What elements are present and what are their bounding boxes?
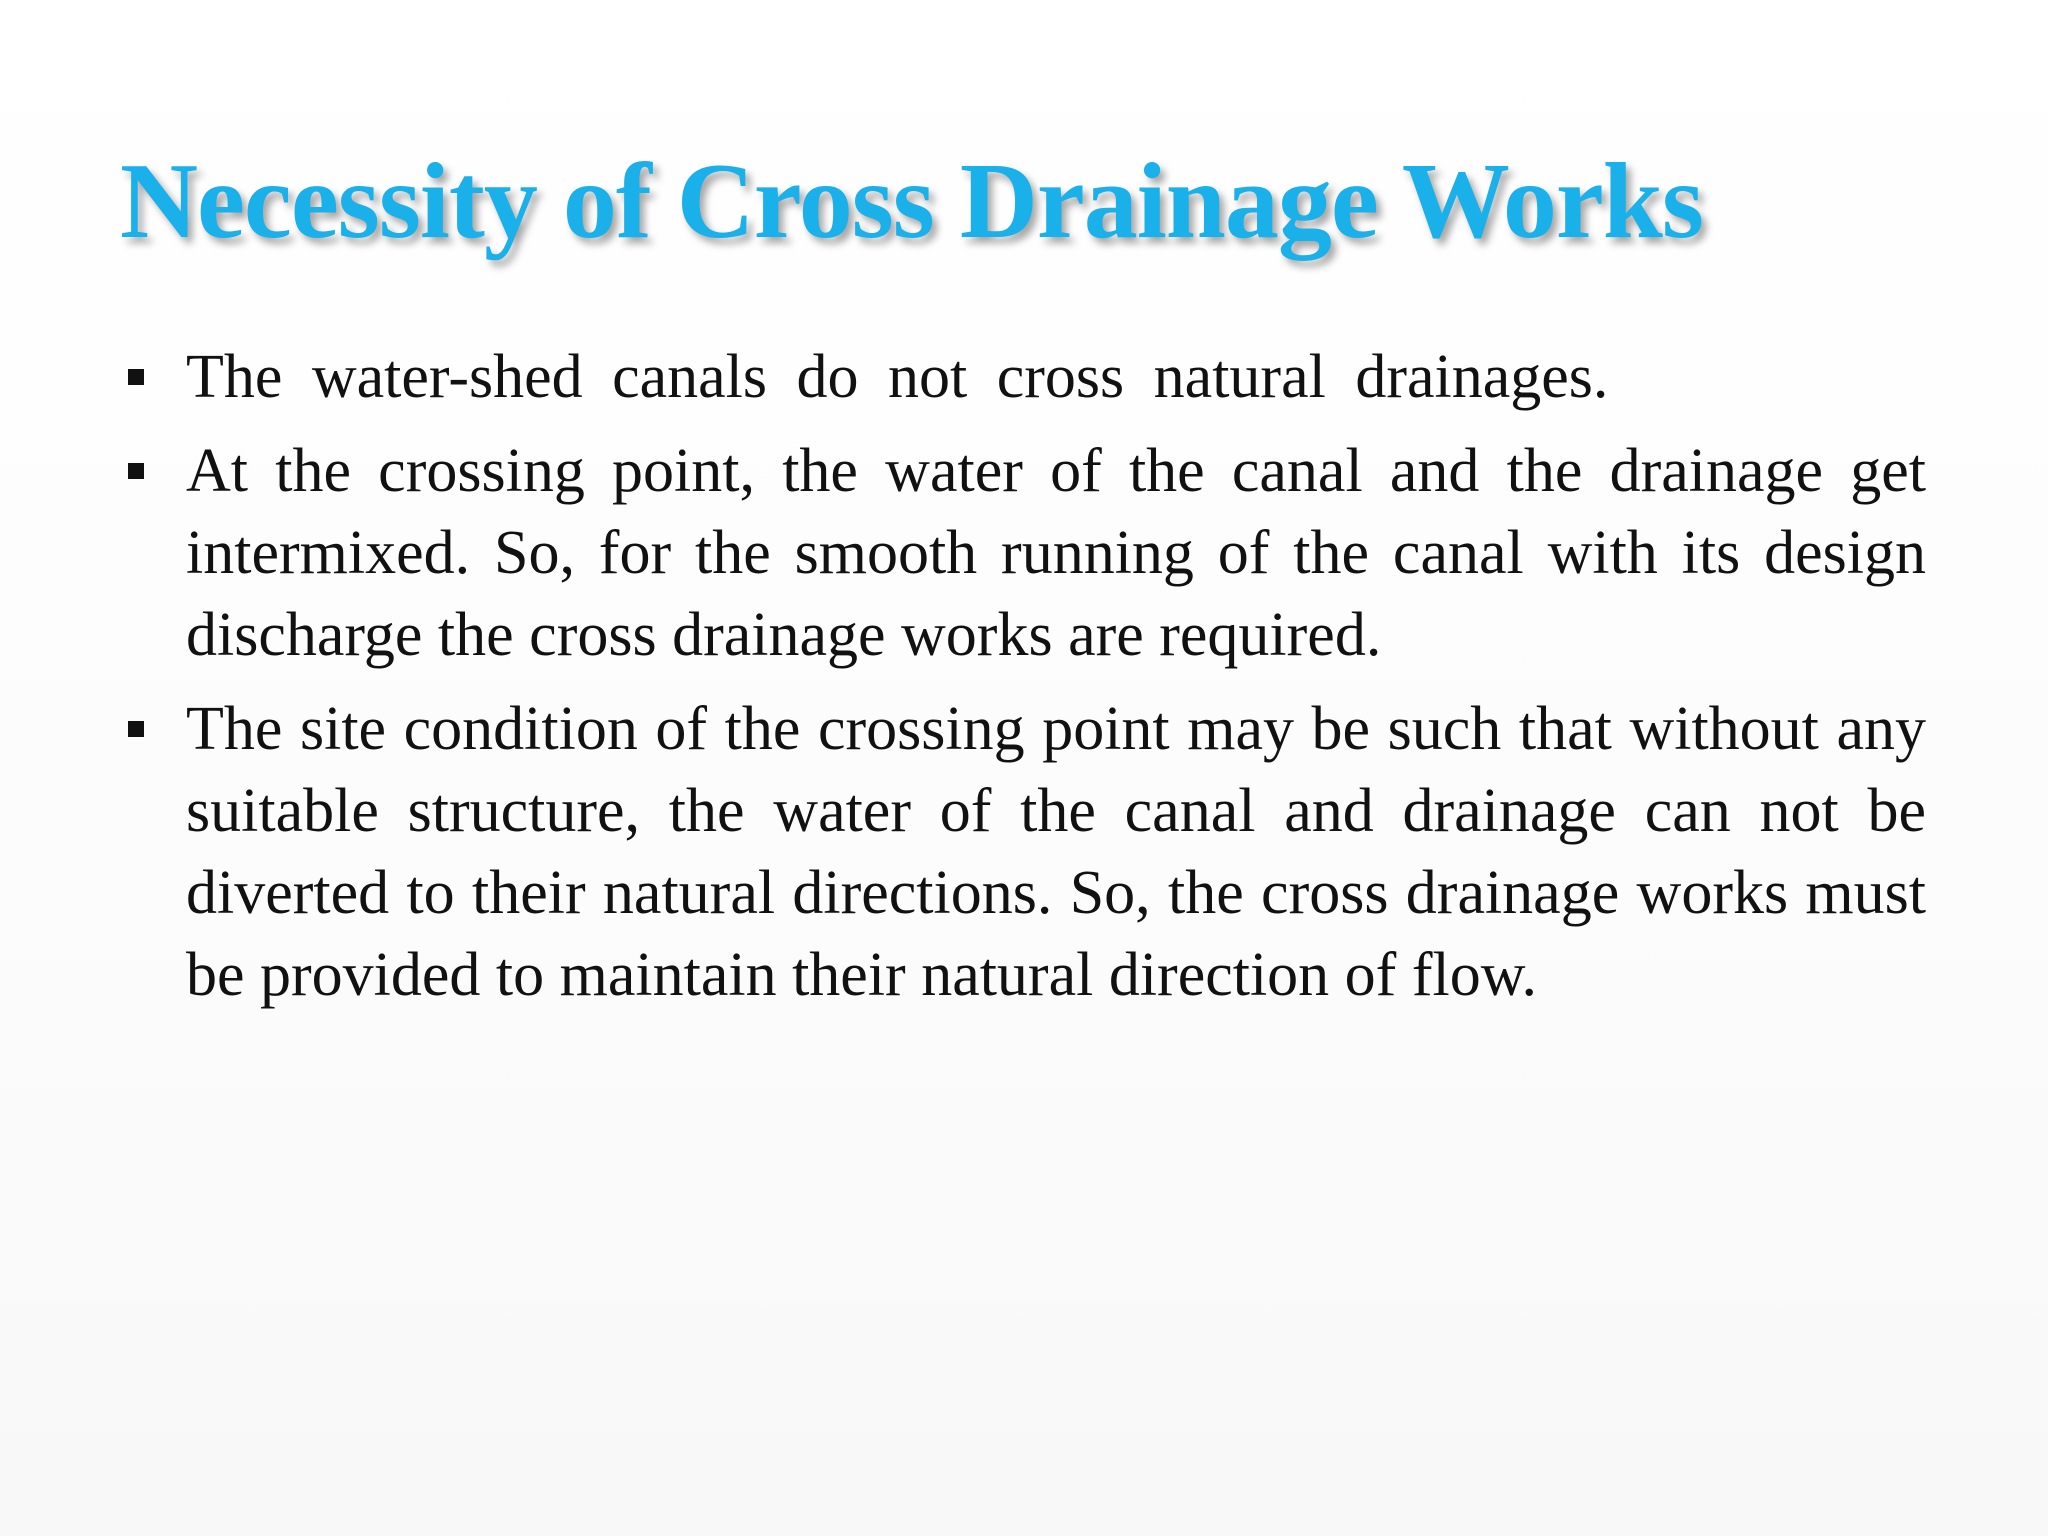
square-bullet-icon <box>128 369 144 385</box>
bullet-item <box>126 430 1926 676</box>
square-bullet-icon <box>128 463 144 479</box>
bullet-item <box>126 336 1926 418</box>
slide-title: Necessity of Cross Drainage Works <box>120 142 1703 261</box>
bullet-text: At the crossing point, the water of the canal and the drainage get intermixed. So, for the smooth running of the canal with its design discharge the cross drainage works are required. <box>186 437 1926 669</box>
square-bullet-icon <box>128 721 144 737</box>
bullet-text: The water-shed canals do not cross natural drainages. <box>186 343 1609 411</box>
bullet-item <box>126 688 1926 1016</box>
bullet-list <box>126 336 1926 1028</box>
bullet-text: The site condition of the crossing point may be such that without any suitable structure, the water of the canal and drainage can not be diverted to their natural directions. So, the cross drainage works must be provided to maintain their natural direction of flow. <box>186 695 1926 1009</box>
